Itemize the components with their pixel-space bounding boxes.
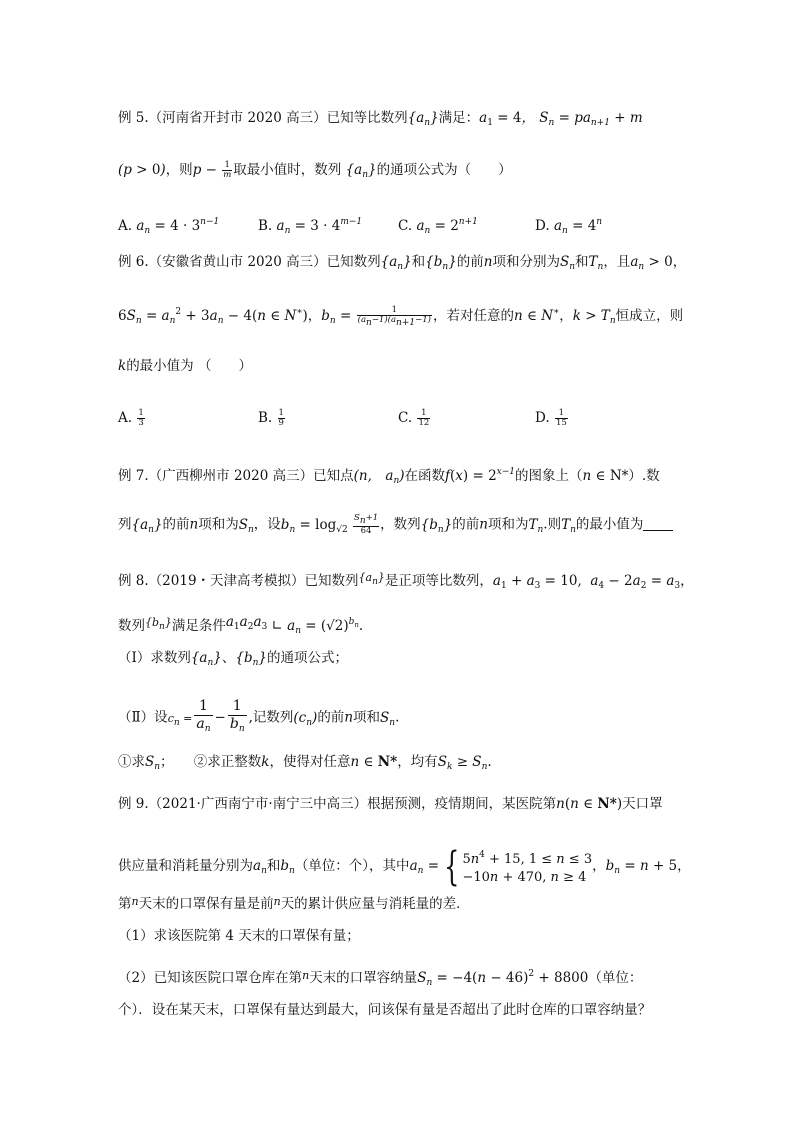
ex6-option-b: B. $\frac{1}{9}$: [258, 408, 284, 428]
ex8-part2: （Ⅱ）设$c_n$ = $\frac{1}{a_n}$ − $\frac{1}{b_n}$ ,记数列$(c_n)$的前n项和$S_n$.: [118, 698, 400, 734]
ex8-line2: 数列$^{\{b_n\}}$满足条件$a_1a_2a_3$ ∟ $a_n = (√2)^{b_n}$.: [118, 614, 364, 636]
ex9-label: 例 9.: [118, 796, 149, 812]
ex9-line2: 供应量和消耗量分别为$a_n$和$b_n$（单位：个），其中$a_n$ = { $5n^4 + 15$, 1 ≤ n ≤ 3 −10n + 470, n ≥ 4 ，$b_n = n + 5$，: [118, 843, 691, 890]
ex5-option-a: A. $a_n = 4 \cdot 3^{n-1}$: [118, 217, 220, 236]
ex8-questions: ①求$S_n$； ②求正整数k，使得对任意n ∈ N*，均有$S_k \ge S_n$.: [118, 754, 492, 772]
ex5-source: （河南省开封市 2020 高三）: [148, 110, 327, 126]
ex5-option-d: D. $a_n = 4^n$: [535, 217, 603, 236]
ex5-line1: 例 5.（河南省开封市 2020 高三）已知等比数列$\{a_n\}$满足：$a_1 = 4$， $S_n = pa_{n+1} + m$: [118, 110, 643, 128]
ex7-line1: 例 7.（广西柳州市 2020 高三）已知点(n, $a_n$)在函数$f(x) = 2^{x-1}$的图象上（n ∈ N*）.数: [118, 467, 660, 486]
ex5-option-b: B. $a_n = 3 \cdot 4^{m-1}$: [258, 217, 363, 236]
ex6-label: 例 6.: [118, 254, 149, 270]
ex6-option-c: C. $\frac{1}{12}$: [398, 408, 430, 428]
ex5-text: 取最小值时，数列: [233, 162, 346, 178]
ex5-text: 的通项公式为（ ）: [376, 162, 512, 178]
ex6-option-d: D. $\frac{1}{15}$: [535, 408, 567, 428]
ex5-text: 已知等比数列: [326, 110, 408, 126]
ex6-line2: $6S_n = a_n^2 + 3a_n - 4(n$ ∈ N∗)，$b_n$ = $\frac{1}{(a_n-1)(a_{n+1}-1)}$ ，若对任意的n ∈ N∗，$k > T_n$恒成立，则: [118, 304, 684, 328]
ex8-line1: 例 8.（2019・天津高考模拟）已知数列$^{\{a_n\}}$是正项等比数列，$a_1 + a_3 = 10$, $a_4 - 2a_2 = a_3$，: [118, 571, 694, 591]
ex8-part1: （Ⅰ）求数列$\{a_n\}$、$\{b_n\}$的通项公式；: [118, 650, 348, 668]
ex7-line2: 列$\{a_n\}$的前n项和为$S_n$，设$b_n = \log_{√2}$ $\frac{S_n+1}{64}$ ，数列$\{b_n\}$的前n项和为$T_n$.则$T_n$的最小值为: [118, 514, 673, 540]
ex8-source: （2019・天津高考模拟）: [148, 573, 305, 589]
ex5-line2: (p > 0)，则p − $\frac{1}{m}$ 取最小值时，数列 $\{a_n\}$的通项公式为（ ）: [118, 160, 512, 180]
ex5-text: ，则: [165, 162, 193, 178]
answer-blank: [643, 516, 673, 531]
ex9-source: （2021·广西南宁市·南宁三中高三）: [148, 796, 368, 812]
ex8-label: 例 8.: [118, 573, 149, 589]
ex9-line1: 例 9.（2021·广西南宁市·南宁三中高三）根据预测，疫情期间，某医院第n(n ∈ N*)天口罩: [118, 796, 663, 812]
ex6-option-a: A. $\frac{1}{3}$: [118, 408, 144, 428]
ex5-label: 例 5.: [118, 110, 149, 126]
ex9-part2-line2: 个）．设在某天末，口罩保有量达到最大，问该保有量是否超出了此时仓库的口罩容纳量？: [118, 1002, 652, 1018]
ex7-label: 例 7.: [118, 468, 149, 484]
ex9-part1: （1）求该医院第 4 天末的口罩保有量；: [118, 928, 360, 944]
ex6-source: （安徽省黄山市 2020 高三）: [148, 254, 327, 270]
ex6-line1: 例 6.（安徽省黄山市 2020 高三）已知数列$\{a_n\}$和$\{b_n\}$的前n项和分别为$S_n$和$T_n$，且$a_n > 0$，: [118, 254, 687, 272]
ex6-line3: k的最小值为 （ ）: [118, 358, 252, 374]
ex5-text: 满足：: [438, 110, 480, 126]
ex9-line3: 第$^n$天末的口罩保有量是前$^n$天的累计供应量与消耗量的差．: [118, 895, 470, 912]
ex9-part2: （2）已知该医院口罩仓库在第$^n$天末的口罩容纳量$S_n = -4(n - 46)^2 + 8800$（单位：: [118, 969, 643, 988]
ex5-option-c: C. $a_n = 2^{n+1}$: [398, 217, 478, 236]
ex7-source: （广西柳州市 2020 高三）: [148, 468, 314, 484]
